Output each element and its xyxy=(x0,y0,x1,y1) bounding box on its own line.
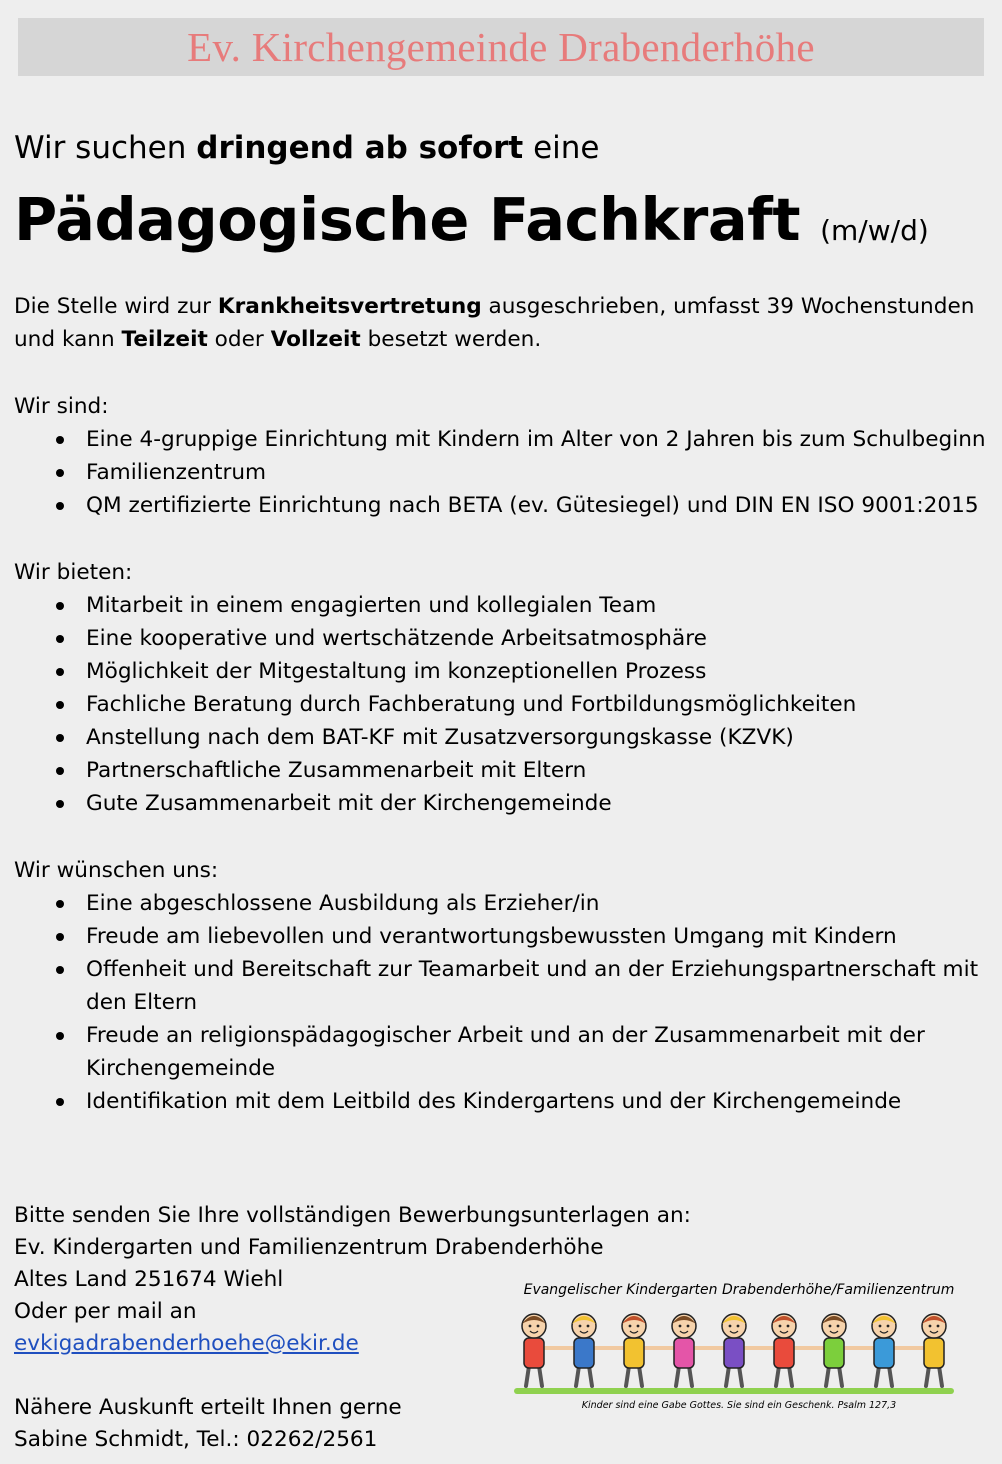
list-item: Identifikation mit dem Leitbild des Kindergartens und der Kirchengemeinde xyxy=(14,1085,999,1118)
child-figure xyxy=(622,1314,676,1386)
list-item: Partnerschaftliche Zusammenarbeit mit Eltern xyxy=(14,754,999,787)
list-item: Freude am liebevollen und verantwortungsbewussten Umgang mit Kindern xyxy=(14,920,999,953)
logo-caption: Evangelischer Kindergarten Drabenderhöhe/Familienzentrum xyxy=(523,1282,955,1298)
description-paragraph xyxy=(14,290,999,356)
list-item: Eine abgeschlossene Ausbildung als Erzieher/in xyxy=(14,887,999,920)
desc-bold-1: Krankheitsvertretung xyxy=(217,294,482,319)
kindergarten-logo xyxy=(504,1282,974,1422)
desc-text-1: Die Stelle wird zur xyxy=(14,294,218,319)
list-item: Familienzentrum xyxy=(14,456,999,489)
list-item: Eine kooperative und wertschätzende Arbeitsatmosphäre xyxy=(14,622,999,655)
child-figure xyxy=(572,1314,626,1386)
list-wir-bieten xyxy=(14,589,999,820)
child-figure xyxy=(722,1314,776,1386)
contact-address: Altes Land 251674 Wiehl xyxy=(14,1267,284,1292)
job-title-main: Pädagogische Fachkraft xyxy=(14,185,801,254)
contact-line: Oder per mail an xyxy=(14,1299,197,1324)
grass-strip xyxy=(514,1388,954,1394)
child-figure xyxy=(772,1314,826,1386)
desc-text-2: ausgeschrieben, umfasst 39 Wochenstunden und kann xyxy=(14,294,975,352)
list-item: Fachliche Beratung durch Fachberatung und Fortbildungsmöglichkeiten xyxy=(14,688,999,721)
list-item: Anstellung nach dem BAT-KF mit Zusatzversorgungskasse (KZVK) xyxy=(14,721,999,754)
list-item: QM zertifizierte Einrichtung nach BETA (ev. Gütesiegel) und DIN EN ISO 9001:2015 xyxy=(14,489,999,522)
child-figure xyxy=(522,1314,576,1386)
child-figure xyxy=(922,1314,946,1386)
desc-text-4: besetzt werden. xyxy=(360,327,542,352)
job-description xyxy=(14,290,999,1118)
list-item: Offenheit und Bereitschaft zur Teamarbeit und an der Erziehungspartnerschaft mit den Eltern xyxy=(14,953,999,1019)
child-figure xyxy=(822,1314,876,1386)
org-name: Ev. Kirchengemeinde Drabenderhöhe xyxy=(187,24,815,70)
section-heading-wir-sind: Wir sind: xyxy=(14,394,109,419)
list-item: Eine 4-gruppige Einrichtung mit Kindern im Alter von 2 Jahren bis zum Schulbeginn xyxy=(14,423,999,456)
list-item: Mitarbeit in einem engagierten und kollegialen Team xyxy=(14,589,999,622)
logo-subtitle: Kinder sind eine Gabe Gottes. Sie sind ein Geschenk. Psalm 127,3 xyxy=(581,1400,897,1411)
list-item: Möglichkeit der Mitgestaltung im konzeptionellen Prozess xyxy=(14,655,999,688)
children-illustration xyxy=(514,1308,964,1400)
intro-pre: Wir suchen xyxy=(14,130,197,166)
list-item: Freude an religionspädagogischer Arbeit und an der Zusammenarbeit mit der Kirchengemeinde xyxy=(14,1019,999,1085)
intro-post: eine xyxy=(523,130,600,166)
section-heading-wir-wuenschen: Wir wünschen uns: xyxy=(14,858,219,883)
desc-text-3: oder xyxy=(207,327,271,352)
header-banner xyxy=(18,18,984,76)
job-title-suffix: (m/w/d) xyxy=(820,214,929,247)
child-figure xyxy=(672,1314,726,1386)
intro-bold: dringend ab sofort xyxy=(196,130,524,166)
list-item: Gute Zusammenarbeit mit der Kirchengemeinde xyxy=(14,787,999,820)
contact-line: Nähere Auskunft erteilt Ihnen gerne xyxy=(14,1395,402,1420)
contact-line: Ev. Kindergarten und Familienzentrum Drabenderhöhe xyxy=(14,1235,604,1260)
intro-line xyxy=(14,128,600,168)
contact-phone: Sabine Schmidt, Tel.: 02262/2561 xyxy=(14,1427,378,1452)
child-figure xyxy=(872,1314,926,1386)
job-title xyxy=(14,180,929,271)
contact-line: Bitte senden Sie Ihre vollständigen Bewerbungsunterlagen an: xyxy=(14,1203,691,1228)
desc-bold-3: Vollzeit xyxy=(270,327,361,352)
list-wir-sind xyxy=(14,423,999,522)
list-wir-wuenschen xyxy=(14,887,999,1118)
desc-bold-2: Teilzeit xyxy=(121,327,208,352)
section-heading-wir-bieten: Wir bieten: xyxy=(14,560,133,585)
email-link[interactable]: evkigadrabenderhoehe@ekir.de xyxy=(14,1331,359,1356)
